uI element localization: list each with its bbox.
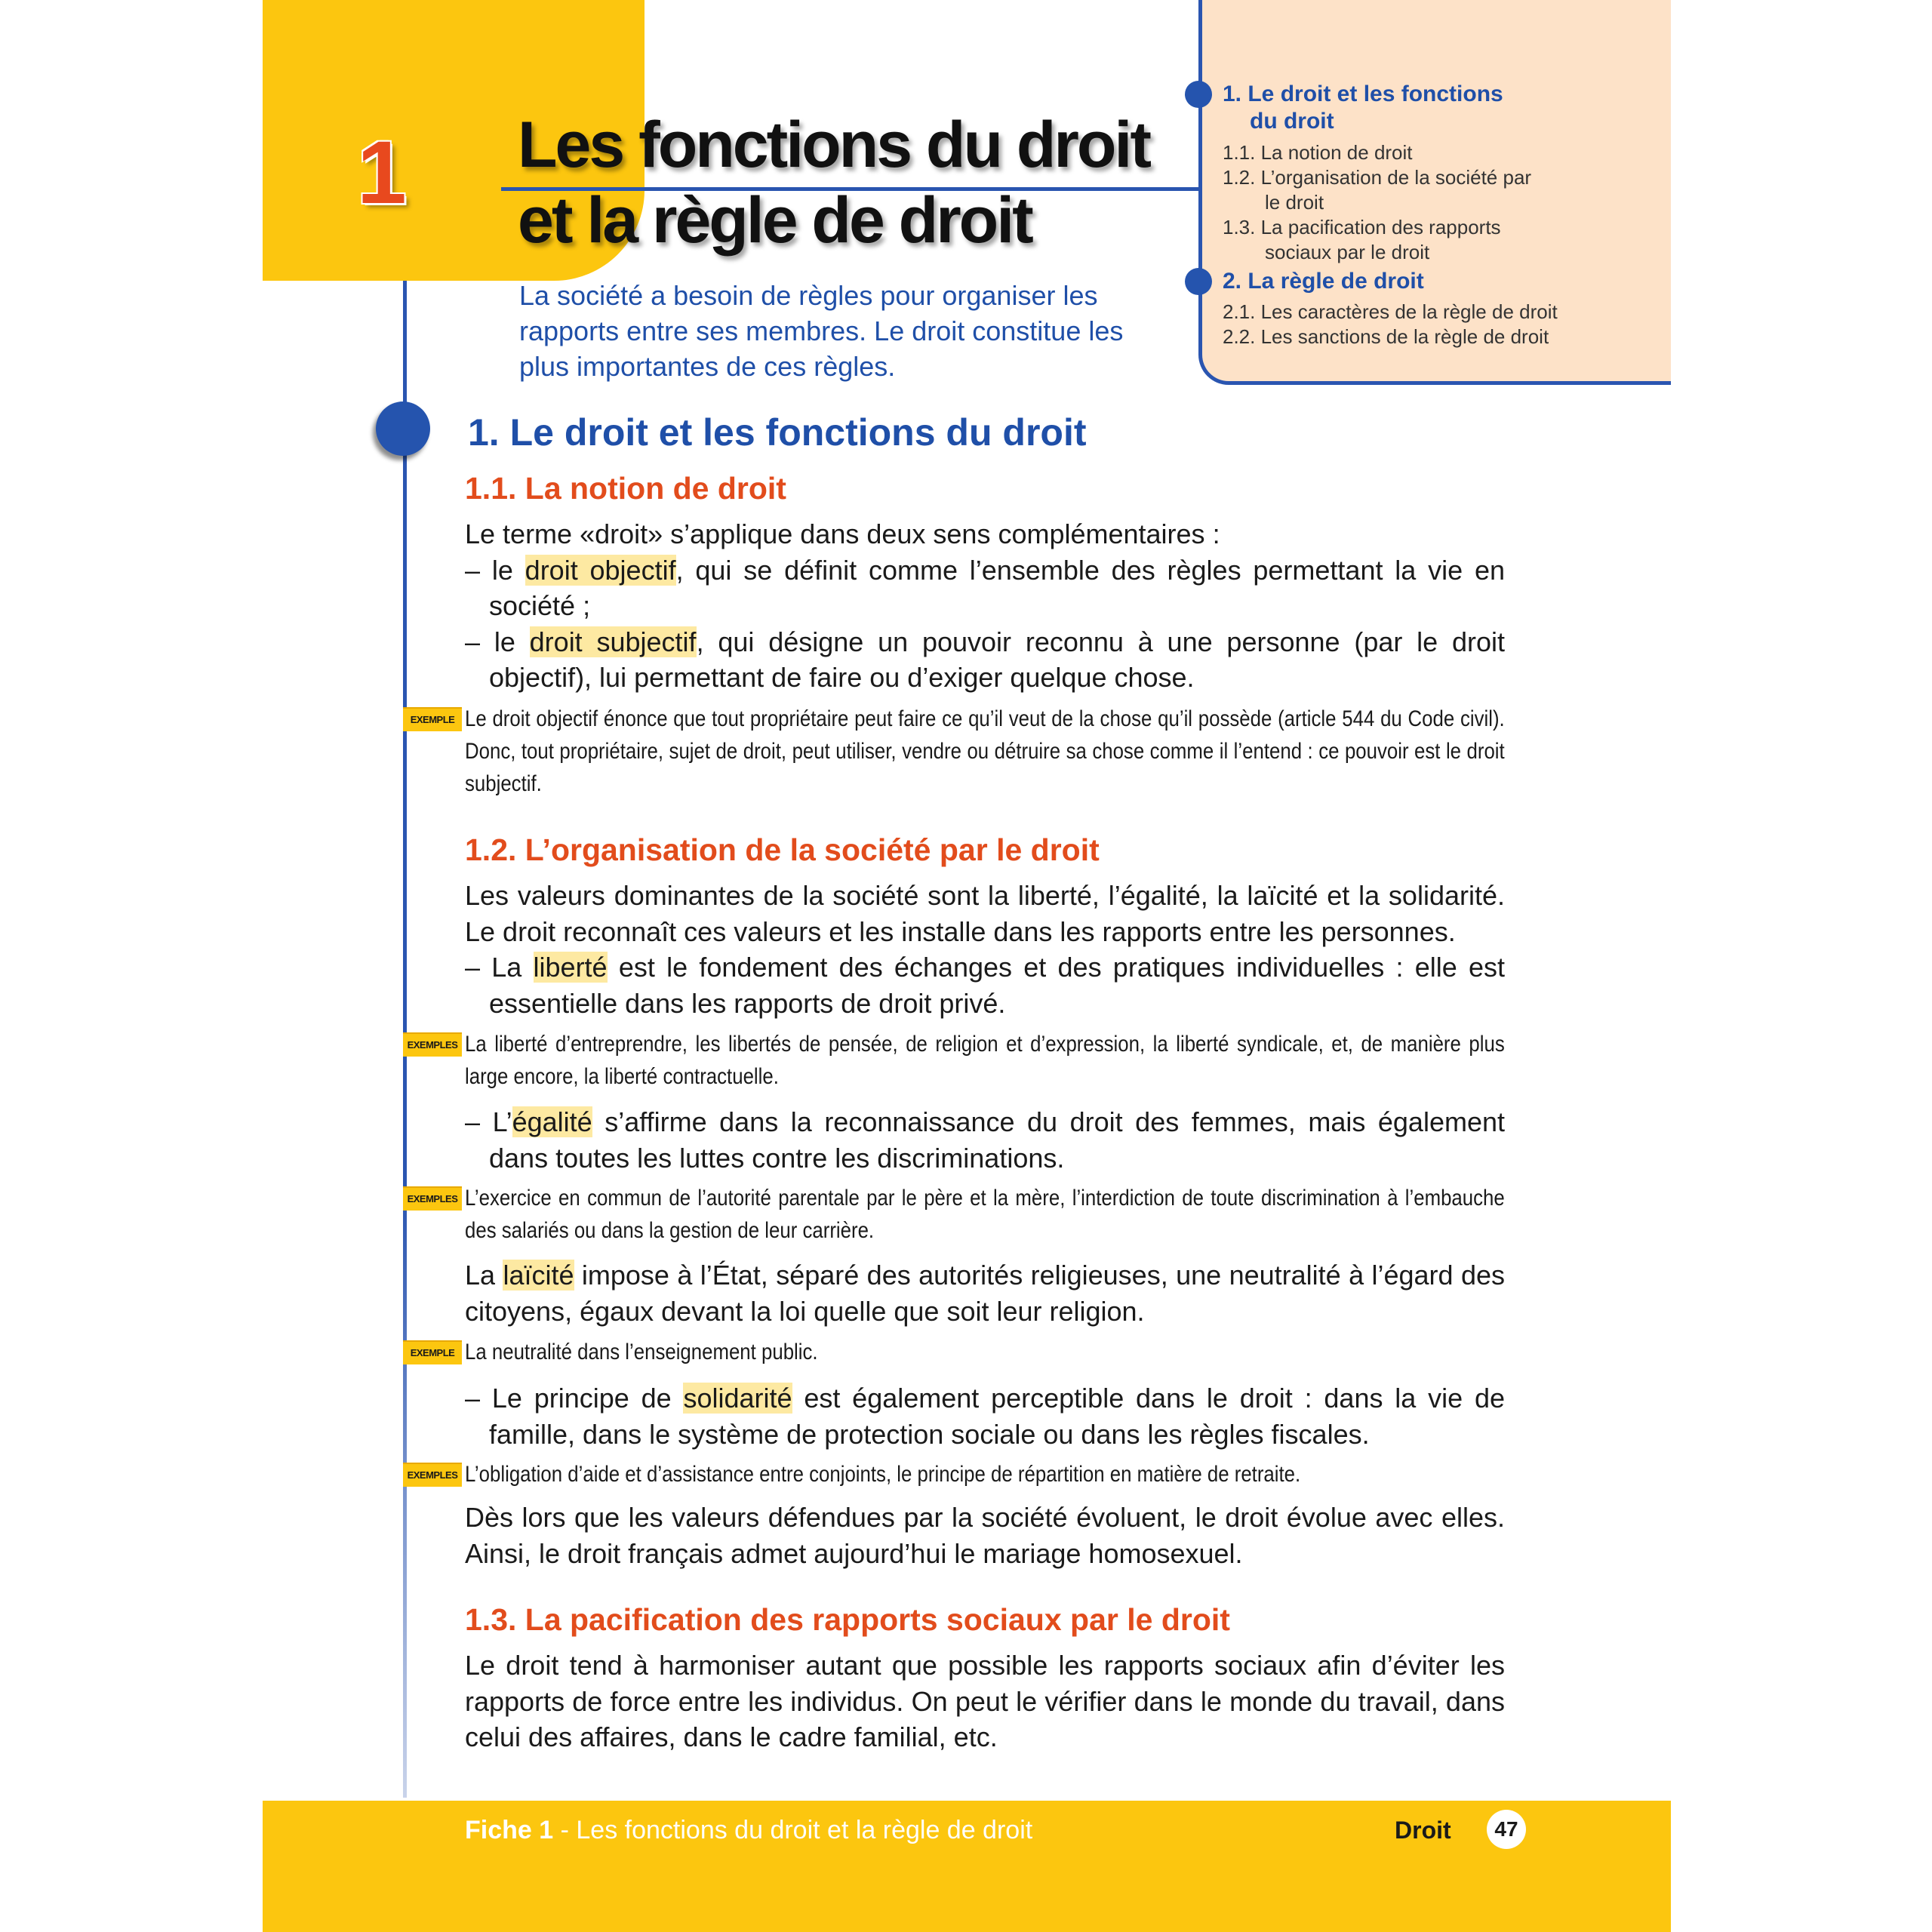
- chapter-number: 1: [357, 123, 407, 223]
- section-1-heading: 1. Le droit et les fonctions du droit: [468, 411, 1087, 454]
- example-text: La neutralité dans l’enseignement public.: [465, 1340, 818, 1364]
- toc-item-1-1: 1.1. La notion de droit: [1223, 141, 1413, 164]
- subsection-1-2-equality: – L’égalité s’affirme dans la reconnaissance du droit des femmes, mais également dans toutes les luttes contre les discriminations.: [465, 1106, 1505, 1174]
- example-text: La liberté d’entreprendre, les libertés de pensée, de religion et d’expression, la liberté syndicale, et, de manière plus large encore, la liberté contractuelle.: [465, 1032, 1505, 1089]
- subsection-1-1-heading: 1.1. La notion de droit: [465, 471, 786, 506]
- toc-item-1-2: 1.2. L’organisation de la société par: [1223, 166, 1532, 189]
- title-line-2: et la règle de droit: [518, 184, 1032, 257]
- toc-subsections-1: 1.1. La notion de droit 1.2. L’organisation de la société par le droit 1.3. La pacification des rapports sociaux par le droit: [1223, 141, 1532, 263]
- example-text: L’exercice en commun de l’autorité parentale par le père et la mère, l’interdiction de toute discrimination à l’embauche des salariés ou dans la gestion de leur carrière.: [465, 1186, 1505, 1243]
- example-badge: EXEMPLE: [403, 1340, 462, 1364]
- toc-bullet-icon: [1185, 268, 1212, 295]
- subsection-1-2-solidarity: – Le principe de solidarité est également perceptible dans le droit : dans la vie de famille, dans le système de protection sociale ou dans les règles fiscales.: [465, 1383, 1505, 1450]
- highlight-term: égalité: [512, 1106, 592, 1137]
- toc-item-2-1: 2.1. Les caractères de la règle de droit: [1223, 300, 1558, 323]
- footer-subject: Droit: [1395, 1817, 1451, 1844]
- toc-section-2: 2. La règle de droit: [1223, 269, 1424, 294]
- example-badge: EXEMPLES: [403, 1186, 462, 1211]
- subsection-1-1-text: Le terme «droit» s’applique dans deux sens complémentaires : – le droit objectif, qui se définit comme l’ensemble des règles permettant la vie en société ; – le droit subjectif, qui désigne un pouvoir reconnu à une personne (par le droit objectif), lui permettant de faire ou d’exiger quelque chose.: [465, 518, 1506, 693]
- highlight-term: liberté: [533, 952, 608, 983]
- footer-fiche-title: Fiche 1 - Les fonctions du droit et la règle de droit: [465, 1816, 1033, 1844]
- highlight-term: solidarité: [683, 1383, 792, 1414]
- example-badge: EXEMPLES: [403, 1032, 462, 1057]
- example-text: L’obligation d’aide et d’assistance entre conjoints, le principe de répartition en matière de retraite.: [465, 1462, 1301, 1487]
- highlight-term: droit subjectif: [529, 626, 697, 657]
- page: [263, 0, 1671, 1932]
- title-line-1: Les fonctions du droit: [518, 109, 1149, 181]
- chapter-intro: La société a besoin de règles pour organiser les rapports entre ses membres. Le droit constitue les plus importantes de ces règles.: [519, 280, 1124, 382]
- subsection-1-3-text: Le droit tend à harmoniser autant que possible les rapports sociaux afin d’éviter les rapports de force entre les individus. On peut le vérifier dans le monde du travail, dans celui des affaires, dans le cadre familial, etc.: [465, 1650, 1505, 1752]
- toc-section-1: 1. Le droit et les fonctions du droit: [1223, 82, 1503, 134]
- example-badge: EXEMPLE: [403, 707, 462, 731]
- subsection-1-2-conclusion: Dès lors que les valeurs défendues par la société évoluent, le droit évolue avec elles. Ainsi, le droit français admet aujourd’hui le mariage homosexuel.: [465, 1502, 1505, 1569]
- highlight-term: droit objectif: [525, 554, 676, 586]
- toc-subsections-2: [1223, 300, 1558, 349]
- subsection-1-3-heading: 1.3. La pacification des rapports sociaux par le droit: [465, 1602, 1230, 1637]
- toc-item-2-2: 2.2. Les sanctions de la règle de droit: [1223, 325, 1549, 348]
- page-number: 47: [1487, 1810, 1526, 1849]
- section-bullet-icon: [376, 401, 430, 456]
- page-title: [518, 107, 1197, 258]
- toc-item-1-3: 1.3. La pacification des rapports: [1223, 216, 1501, 238]
- example-badge: EXEMPLES: [403, 1463, 462, 1487]
- example-text: Le droit objectif énonce que tout propriétaire peut faire ce qu’il veut de la chose qu’il possède (article 544 du Code civil). Donc, tout propriétaire, sujet de droit, peut utiliser, vendre ou détruire sa chose comme il l’entend : ce pouvoir est le droit subjectif.: [465, 706, 1505, 796]
- subsection-1-2-laicite: La laïcité impose à l’État, séparé des autorités religieuses, une neutralité à l’égard des citoyens, égaux devant la loi quelle que soit leur religion.: [465, 1260, 1505, 1327]
- highlight-term: laïcité: [503, 1260, 574, 1291]
- subsection-1-2-text: Les valeurs dominantes de la société sont la liberté, l’égalité, la laïcité et la solidarité. Le droit reconnaît ces valeurs et les installe dans les rapports entre les personnes. – La liberté est le fondement des échanges et des pratiques individuelles : elle est essentielle dans les rapports de droit privé.: [465, 880, 1505, 1019]
- subsection-1-2-heading: 1.2. L’organisation de la société par le droit: [465, 832, 1100, 867]
- toc-bullet-icon: [1185, 81, 1212, 108]
